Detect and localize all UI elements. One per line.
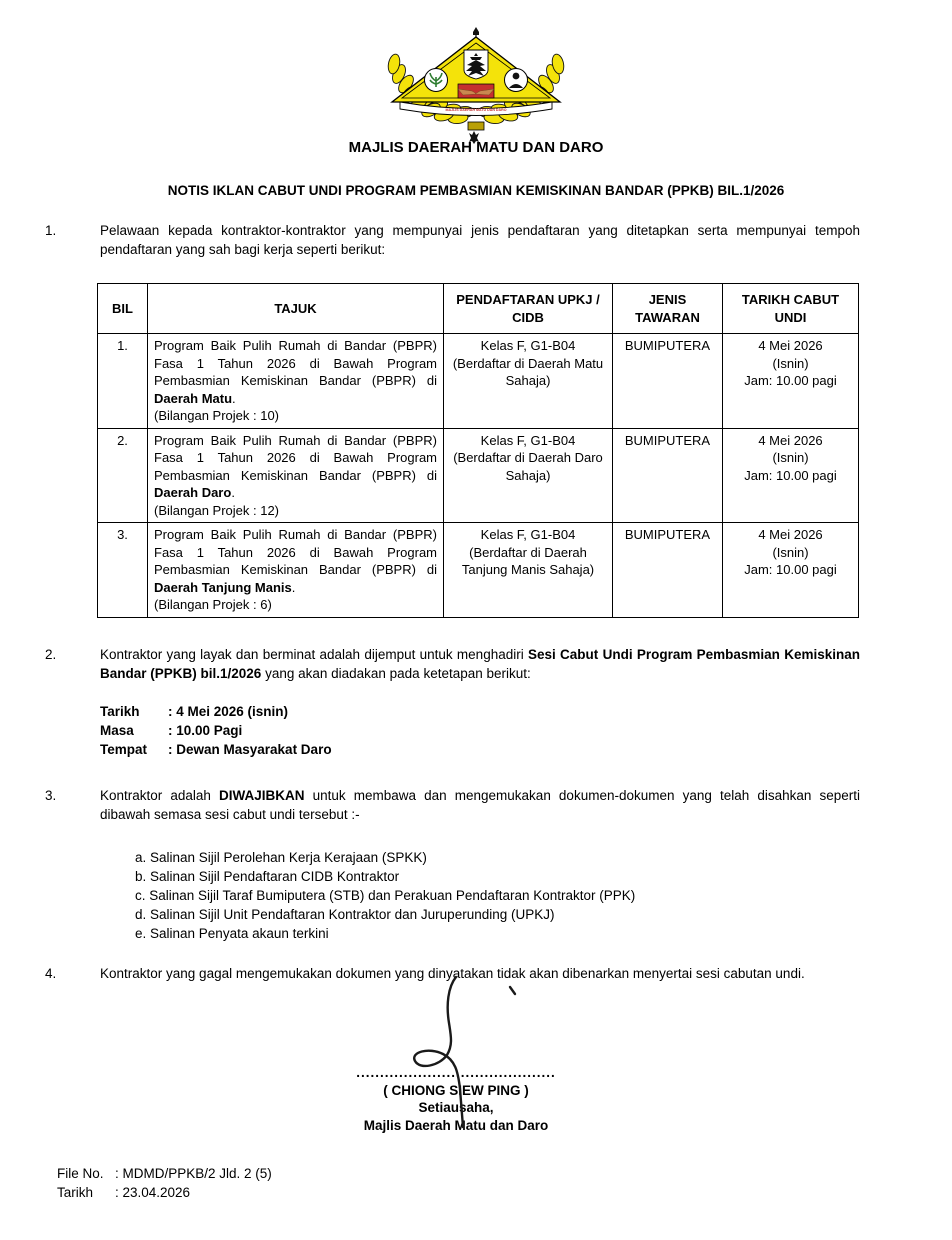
crest-banner-text: MAJLIS DAERAH MATU DAN DARO bbox=[445, 108, 507, 112]
row2-tarikh: 4 Mei 2026 (Isnin) Jam: 10.00 pagi bbox=[723, 428, 859, 523]
paragraph-4-text: Kontraktor yang gagal mengemukakan dokumen yang dinyatakan tidak akan dibenarkan menyertai sesi cabutan undi. bbox=[100, 965, 805, 981]
signatory-role: Setiausaha, bbox=[418, 1100, 494, 1115]
file-number-row bbox=[57, 1164, 952, 1183]
list-item: b. Salinan Sijil Pendaftaran CIDB Kontraktor bbox=[135, 868, 400, 884]
event-venue-label: Tempat bbox=[100, 741, 148, 757]
event-date-label: Tarikh bbox=[100, 703, 140, 719]
row2-tajuk-text: Program Baik Pulih Rumah di Bandar (PBPR) Fasa 1 Tahun 2026 di Bawah Program Pembasmian Kemiskinan Bandar (PBPR) di Daerah Daro. bbox=[154, 432, 437, 500]
tender-lottery-table bbox=[97, 283, 859, 618]
file-date-value: : 23.04.2026 bbox=[115, 1185, 191, 1200]
table-row bbox=[98, 523, 859, 618]
row1-project-count: (Bilangan Projek : 10) bbox=[154, 408, 280, 423]
paragraph-2 bbox=[45, 645, 860, 683]
row1-jenis: BUMIPUTERA bbox=[613, 334, 723, 429]
paragraph-2-number: 2. bbox=[45, 646, 57, 662]
col-header-bil: BIL bbox=[98, 284, 148, 334]
row3-pendaftaran: Kelas F, G1-B04 (Berdaftar di Daerah Tanjung Manis Sahaja) bbox=[444, 523, 613, 618]
table-row bbox=[98, 428, 859, 523]
file-number-label: File No. bbox=[57, 1166, 104, 1181]
org-title: MAJLIS DAERAH MATU DAN DARO bbox=[348, 139, 604, 156]
event-time-label: Masa bbox=[100, 722, 134, 738]
list-item: a. Salinan Sijil Perolehan Kerja Kerajaan (SPKK) bbox=[135, 849, 427, 865]
row1-tajuk-text: Program Baik Pulih Rumah di Bandar (PBPR) Fasa 1 Tahun 2026 di Bawah Program Pembasmian Kemiskinan Bandar (PBPR) di Daerah Matu. bbox=[154, 338, 437, 406]
paragraph-1-text: Pelawaan kepada kontraktor-kontraktor yang mempunyai jenis pendaftaran yang ditetapkan serta mempunyai tempoh pendaftaran yang sah bagi kerja seperti berikut: bbox=[100, 223, 860, 257]
event-venue-row bbox=[100, 740, 952, 759]
col-header-pendaftaran: PENDAFTARAN UPKJ / CIDB bbox=[444, 284, 613, 334]
row2-bil: 2. bbox=[98, 428, 148, 523]
event-details bbox=[100, 702, 952, 759]
notice-title: NOTIS IKLAN CABUT UNDI PROGRAM PEMBASMIAN KEMISKINAN BANDAR (PPKB) BIL.1/2026 bbox=[167, 183, 785, 198]
required-documents-list bbox=[135, 848, 952, 943]
signature-block bbox=[306, 985, 606, 1135]
paragraph-3-number: 3. bbox=[45, 787, 57, 803]
list-item: c. Salinan Sijil Taraf Bumiputera (STB) dan Perakuan Pendaftaran Kontraktor (PPK) bbox=[135, 887, 636, 903]
paragraph-4 bbox=[45, 964, 860, 983]
event-date-value: : 4 Mei 2026 (isnin) bbox=[168, 703, 289, 719]
row3-tajuk-text: Program Baik Pulih Rumah di Bandar (PBPR) Fasa 1 Tahun 2026 di Bawah Program Pembasmian Kemiskinan Bandar (PBPR) di Daerah Tanjung Manis. bbox=[154, 527, 437, 595]
signature-dotted-line: .......................................... bbox=[356, 1064, 556, 1080]
signatory-org: Majlis Daerah Matu dan Daro bbox=[363, 1117, 549, 1133]
file-date-row bbox=[57, 1183, 952, 1202]
table-header-row bbox=[98, 284, 859, 334]
footer-references bbox=[57, 1164, 952, 1202]
paragraph-1-number: 1. bbox=[45, 223, 57, 238]
file-number-value: : MDMD/PPKB/2 Jld. 2 (5) bbox=[115, 1166, 272, 1181]
table-row bbox=[98, 334, 859, 429]
paragraph-2-text: Kontraktor yang layak dan berminat adalah dijemput untuk menghadiri Sesi Cabut Undi Program Pembasmian Kemiskinan Bandar (PPKB) bil.1/2026 yang akan diadakan pada ketetapan berikut: bbox=[100, 646, 860, 681]
row1-tarikh: 4 Mei 2026 (Isnin) Jam: 10.00 pagi bbox=[723, 334, 859, 429]
signatory-name: ( CHIONG SIEW PING ) bbox=[383, 1082, 529, 1098]
file-date-label: Tarikh bbox=[57, 1185, 94, 1200]
list-item: e. Salinan Penyata akaun terkini bbox=[135, 925, 329, 941]
row1-tajuk bbox=[148, 334, 444, 429]
paragraph-4-number: 4. bbox=[45, 965, 57, 981]
row2-tajuk bbox=[148, 428, 444, 523]
col-header-tarikh: TARIKH CABUT UNDI bbox=[723, 284, 859, 334]
row1-pendaftaran: Kelas F, G1-B04 (Berdaftar di Daerah Matu Sahaja) bbox=[444, 334, 613, 429]
row3-tarikh: 4 Mei 2026 (Isnin) Jam: 10.00 pagi bbox=[723, 523, 859, 618]
row1-bil: 1. bbox=[98, 334, 148, 429]
row2-project-count: (Bilangan Projek : 12) bbox=[154, 502, 280, 518]
event-time-value: : 10.00 Pagi bbox=[168, 722, 243, 738]
row2-jenis: BUMIPUTERA bbox=[613, 428, 723, 523]
col-header-tajuk: TAJUK bbox=[148, 284, 444, 334]
row3-jenis: BUMIPUTERA bbox=[613, 523, 723, 618]
paragraph-1 bbox=[45, 221, 860, 259]
event-time-row bbox=[100, 721, 952, 740]
council-crest-logo bbox=[0, 0, 952, 122]
event-date-row bbox=[100, 702, 952, 721]
row3-tajuk bbox=[148, 523, 444, 618]
council-crest-icon bbox=[378, 26, 574, 144]
col-header-jenis: JENIS TAWARAN bbox=[613, 284, 723, 334]
paragraph-3-text: Kontraktor adalah DIWAJIBKAN untuk membawa dan mengemukakan dokumen-dokumen yang telah disahkan seperti dibawah semasa sesi cabut undi tersebut :- bbox=[100, 787, 861, 822]
paragraph-3 bbox=[45, 786, 860, 824]
row2-pendaftaran: Kelas F, G1-B04 (Berdaftar di Daerah Daro Sahaja) bbox=[444, 428, 613, 523]
row3-project-count: (Bilangan Projek : 6) bbox=[154, 597, 272, 612]
row3-bil: 3. bbox=[98, 523, 148, 618]
list-item: d. Salinan Sijil Unit Pendaftaran Kontraktor dan Juruperunding (UPKJ) bbox=[135, 906, 555, 922]
event-venue-value: : Dewan Masyarakat Daro bbox=[168, 741, 332, 757]
